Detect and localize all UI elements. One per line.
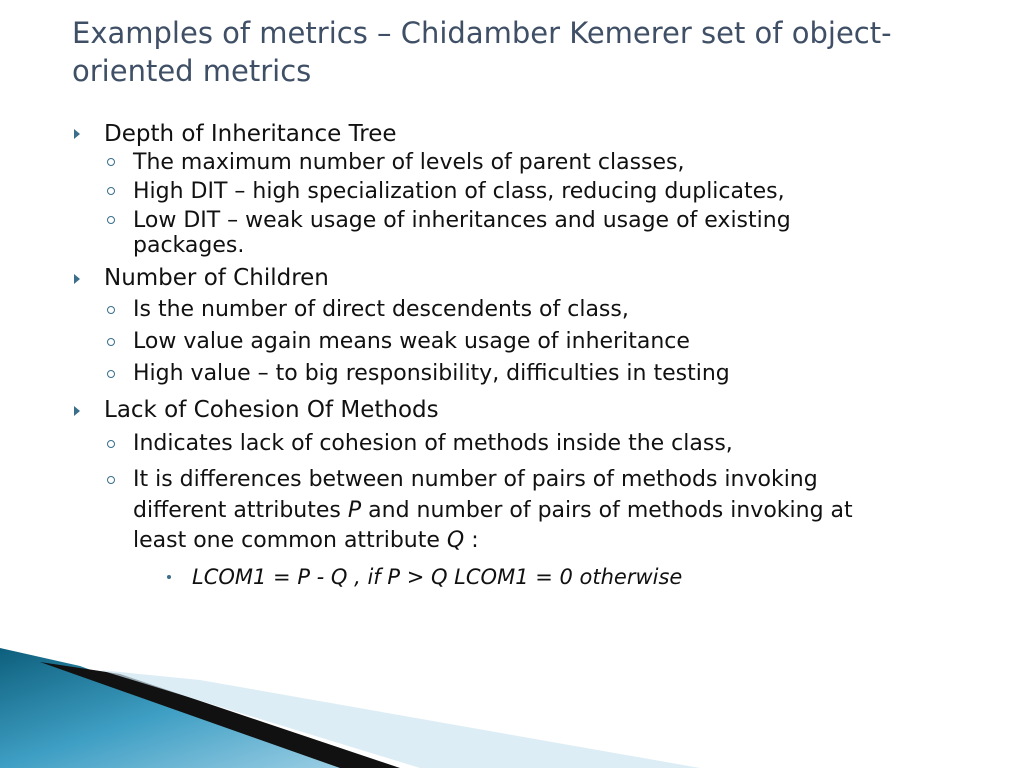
bullet-ring-icon [107,187,115,195]
lcom-text-pairs-at: and number of pairs of methods invoking at [368,498,853,523]
bullet-arrow-icon [74,274,80,284]
bullet-ring-icon [107,216,115,224]
decorative-swoosh [0,640,1024,768]
slide-title [72,14,972,90]
variable-q: Q [446,528,465,553]
lcom-text-different-attributes: different attributes [133,498,341,523]
lcom-bullet-2-line-2 [133,498,963,524]
bullet-ring-icon [107,306,115,314]
dit-bullet-3: Low DIT – weak usage of inheritances and usage of existing [133,208,791,233]
bullet-ring-icon [107,476,115,484]
noc-bullet-3: High value – to big responsibility, difficulties in testing [133,361,730,386]
bullet-arrow-icon [74,129,80,139]
bullet-ring-icon [107,370,115,378]
lcom-bullet-2-line-3 [133,528,963,554]
bullet-ring-icon [107,158,115,166]
bullet-dot-icon [167,575,171,579]
lcom-formula: LCOM1 = P - Q , if P > Q LCOM1 = 0 otherwise [192,565,683,589]
dit-bullet-3-cont: packages. [133,233,245,258]
dit-bullet-1: The maximum number of levels of parent classes, [133,150,685,175]
dit-bullet-2: High DIT – high specialization of class, reducing duplicates, [133,179,785,204]
bullet-ring-icon [107,338,115,346]
bullet-ring-icon [107,440,115,448]
bullet-arrow-icon [74,406,80,416]
variable-p: P [347,498,362,523]
section-heading-dit: Depth of Inheritance Tree [104,121,397,147]
slide-title-line-2: oriented metrics [72,54,312,88]
section-heading-lcom: Lack of Cohesion Of Methods [104,397,439,423]
noc-bullet-1: Is the number of direct descendents of class, [133,297,629,322]
lcom-bullet-2-line-1: It is differences between number of pairs of methods invoking [133,467,818,492]
lcom-bullet-1: Indicates lack of cohesion of methods inside the class, [133,431,733,456]
slide-title-line-1: Examples of metrics – Chidamber Kemerer set of object- [72,16,892,50]
lcom-text-colon: : [471,528,479,553]
lcom-text-common-attribute: least one common attribute [133,528,440,553]
section-heading-noc: Number of Children [104,265,329,291]
noc-bullet-2: Low value again means weak usage of inheritance [133,329,690,354]
